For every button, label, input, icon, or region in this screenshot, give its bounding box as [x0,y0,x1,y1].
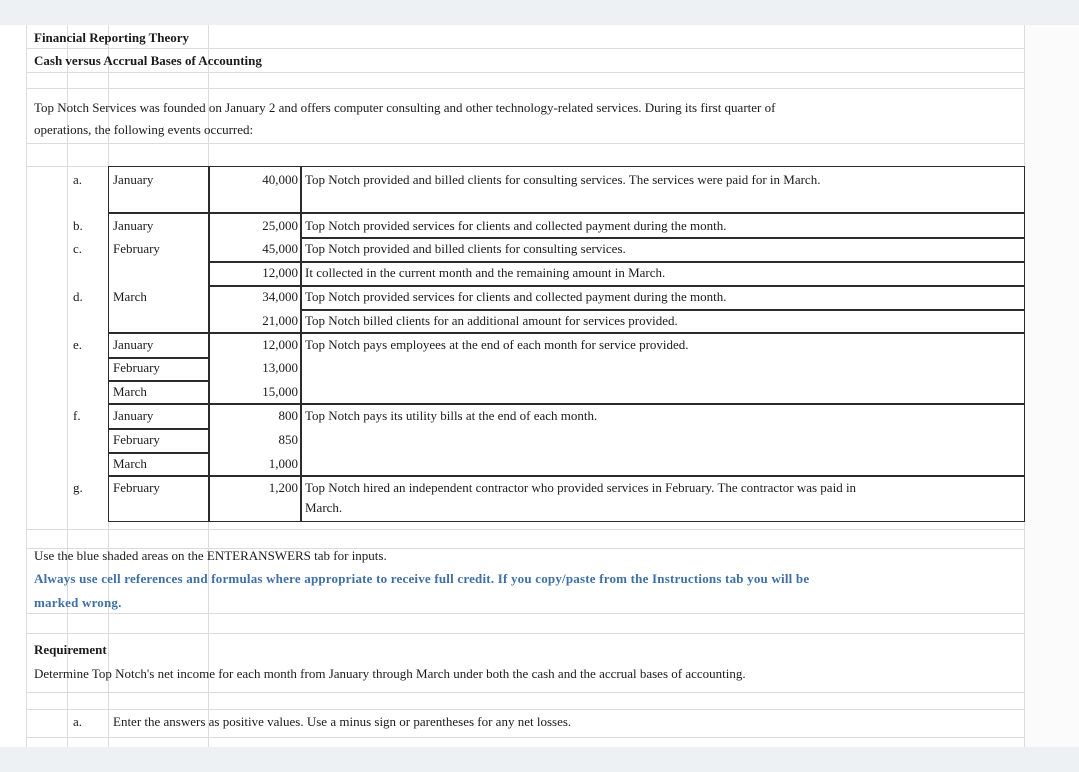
grid-line [26,737,1024,738]
event-amount: 21,000 [262,313,298,328]
event-letter: f. [73,408,81,423]
event-letter: a. [73,172,83,187]
event-amount: 25,000 [262,218,298,233]
grid-line [26,72,1024,73]
event-amount: 45,000 [262,241,298,256]
event-month: February [113,360,160,375]
event-letter: d. [73,289,83,304]
grid-line [26,692,1024,693]
grid-line [26,25,27,747]
row-divider [108,428,208,430]
event-amount: 12,000 [262,265,298,280]
row-divider [300,237,1024,239]
table-divider [300,166,302,522]
grid-line [26,143,1024,144]
event-month: February [113,480,160,495]
sheet-right-margin [1024,25,1079,747]
event-description: Top Notch provided and billed clients for consulting services. The services were paid for in March. [305,172,821,187]
grid-line [26,613,1024,614]
intro-line-1: Top Notch Services was founded on January 2 and offers computer consulting and other technology-related services. During its first quarter of [34,100,776,115]
event-month: January [113,172,154,187]
row-divider [208,285,1024,287]
event-month: January [113,337,154,352]
event-amount: 1,200 [268,480,298,495]
grid-line [26,88,1024,89]
event-month: February [113,241,160,256]
event-amount: 40,000 [262,172,298,187]
event-month: February [113,432,160,447]
event-description: Top Notch provided services for clients and collected payment during the month. [305,218,727,233]
note-text: Enter the answers as positive values. Use a minus sign or parentheses for any net losses. [113,714,572,729]
event-amount: 1,000 [268,456,298,471]
row-divider [208,261,1024,263]
event-amount: 850 [278,432,298,447]
spreadsheet-sheet [0,25,1079,747]
event-month: January [113,408,154,423]
row-divider [108,380,208,382]
instruction-warning-2: marked wrong. [34,595,122,610]
note-letter: a. [73,714,83,729]
event-description: Top Notch hired an independent contractor who provided services in February. The contractor was paid in [305,480,857,495]
event-amount: 800 [278,408,298,423]
event-letter: g. [73,480,83,495]
grid-line [26,709,1024,710]
event-month: March [113,384,147,399]
grid-line [26,633,1024,634]
instruction-warning-1: Always use cell references and formulas where appropriate to receive full credit. If you copy/paste from the Instructions tab you will be [34,571,810,586]
event-description-cont: March. [305,500,343,515]
row-divider [300,309,1024,311]
event-letter: b. [73,218,83,233]
event-letter: c. [73,241,83,256]
event-description: Top Notch pays its utility bills at the end of each month. [305,408,598,423]
grid-line [26,529,1024,530]
event-letter: e. [73,337,83,352]
event-amount: 12,000 [262,337,298,352]
event-month: March [113,289,147,304]
row-divider [108,357,208,359]
requirement-text: Determine Top Notch's net income for each month from January through March under both the cash and the accrual bases of accounting. [34,666,746,681]
grid-line [26,48,1024,49]
event-description: Top Notch billed clients for an additional amount for services provided. [305,313,678,328]
event-description: Top Notch provided services for clients and collected payment during the month. [305,289,727,304]
event-description: Top Notch pays employees at the end of each month for service provided. [305,337,689,352]
event-amount: 34,000 [262,289,298,304]
event-amount: 13,000 [262,360,298,375]
page-subtitle: Cash versus Accrual Bases of Accounting [34,53,262,68]
page-title: Financial Reporting Theory [34,30,190,45]
event-description: It collected in the current month and the remaining amount in March. [305,265,666,280]
event-amount: 15,000 [262,384,298,399]
row-divider [108,452,208,454]
instruction-input-note: Use the blue shaded areas on the ENTERANSWERS tab for inputs. [34,548,387,563]
intro-line-2: operations, the following events occurred: [34,122,254,137]
event-description: Top Notch provided and billed clients for consulting services. [305,241,626,256]
event-month: March [113,456,147,471]
event-month: January [113,218,154,233]
requirement-heading: Requirement [34,642,107,657]
